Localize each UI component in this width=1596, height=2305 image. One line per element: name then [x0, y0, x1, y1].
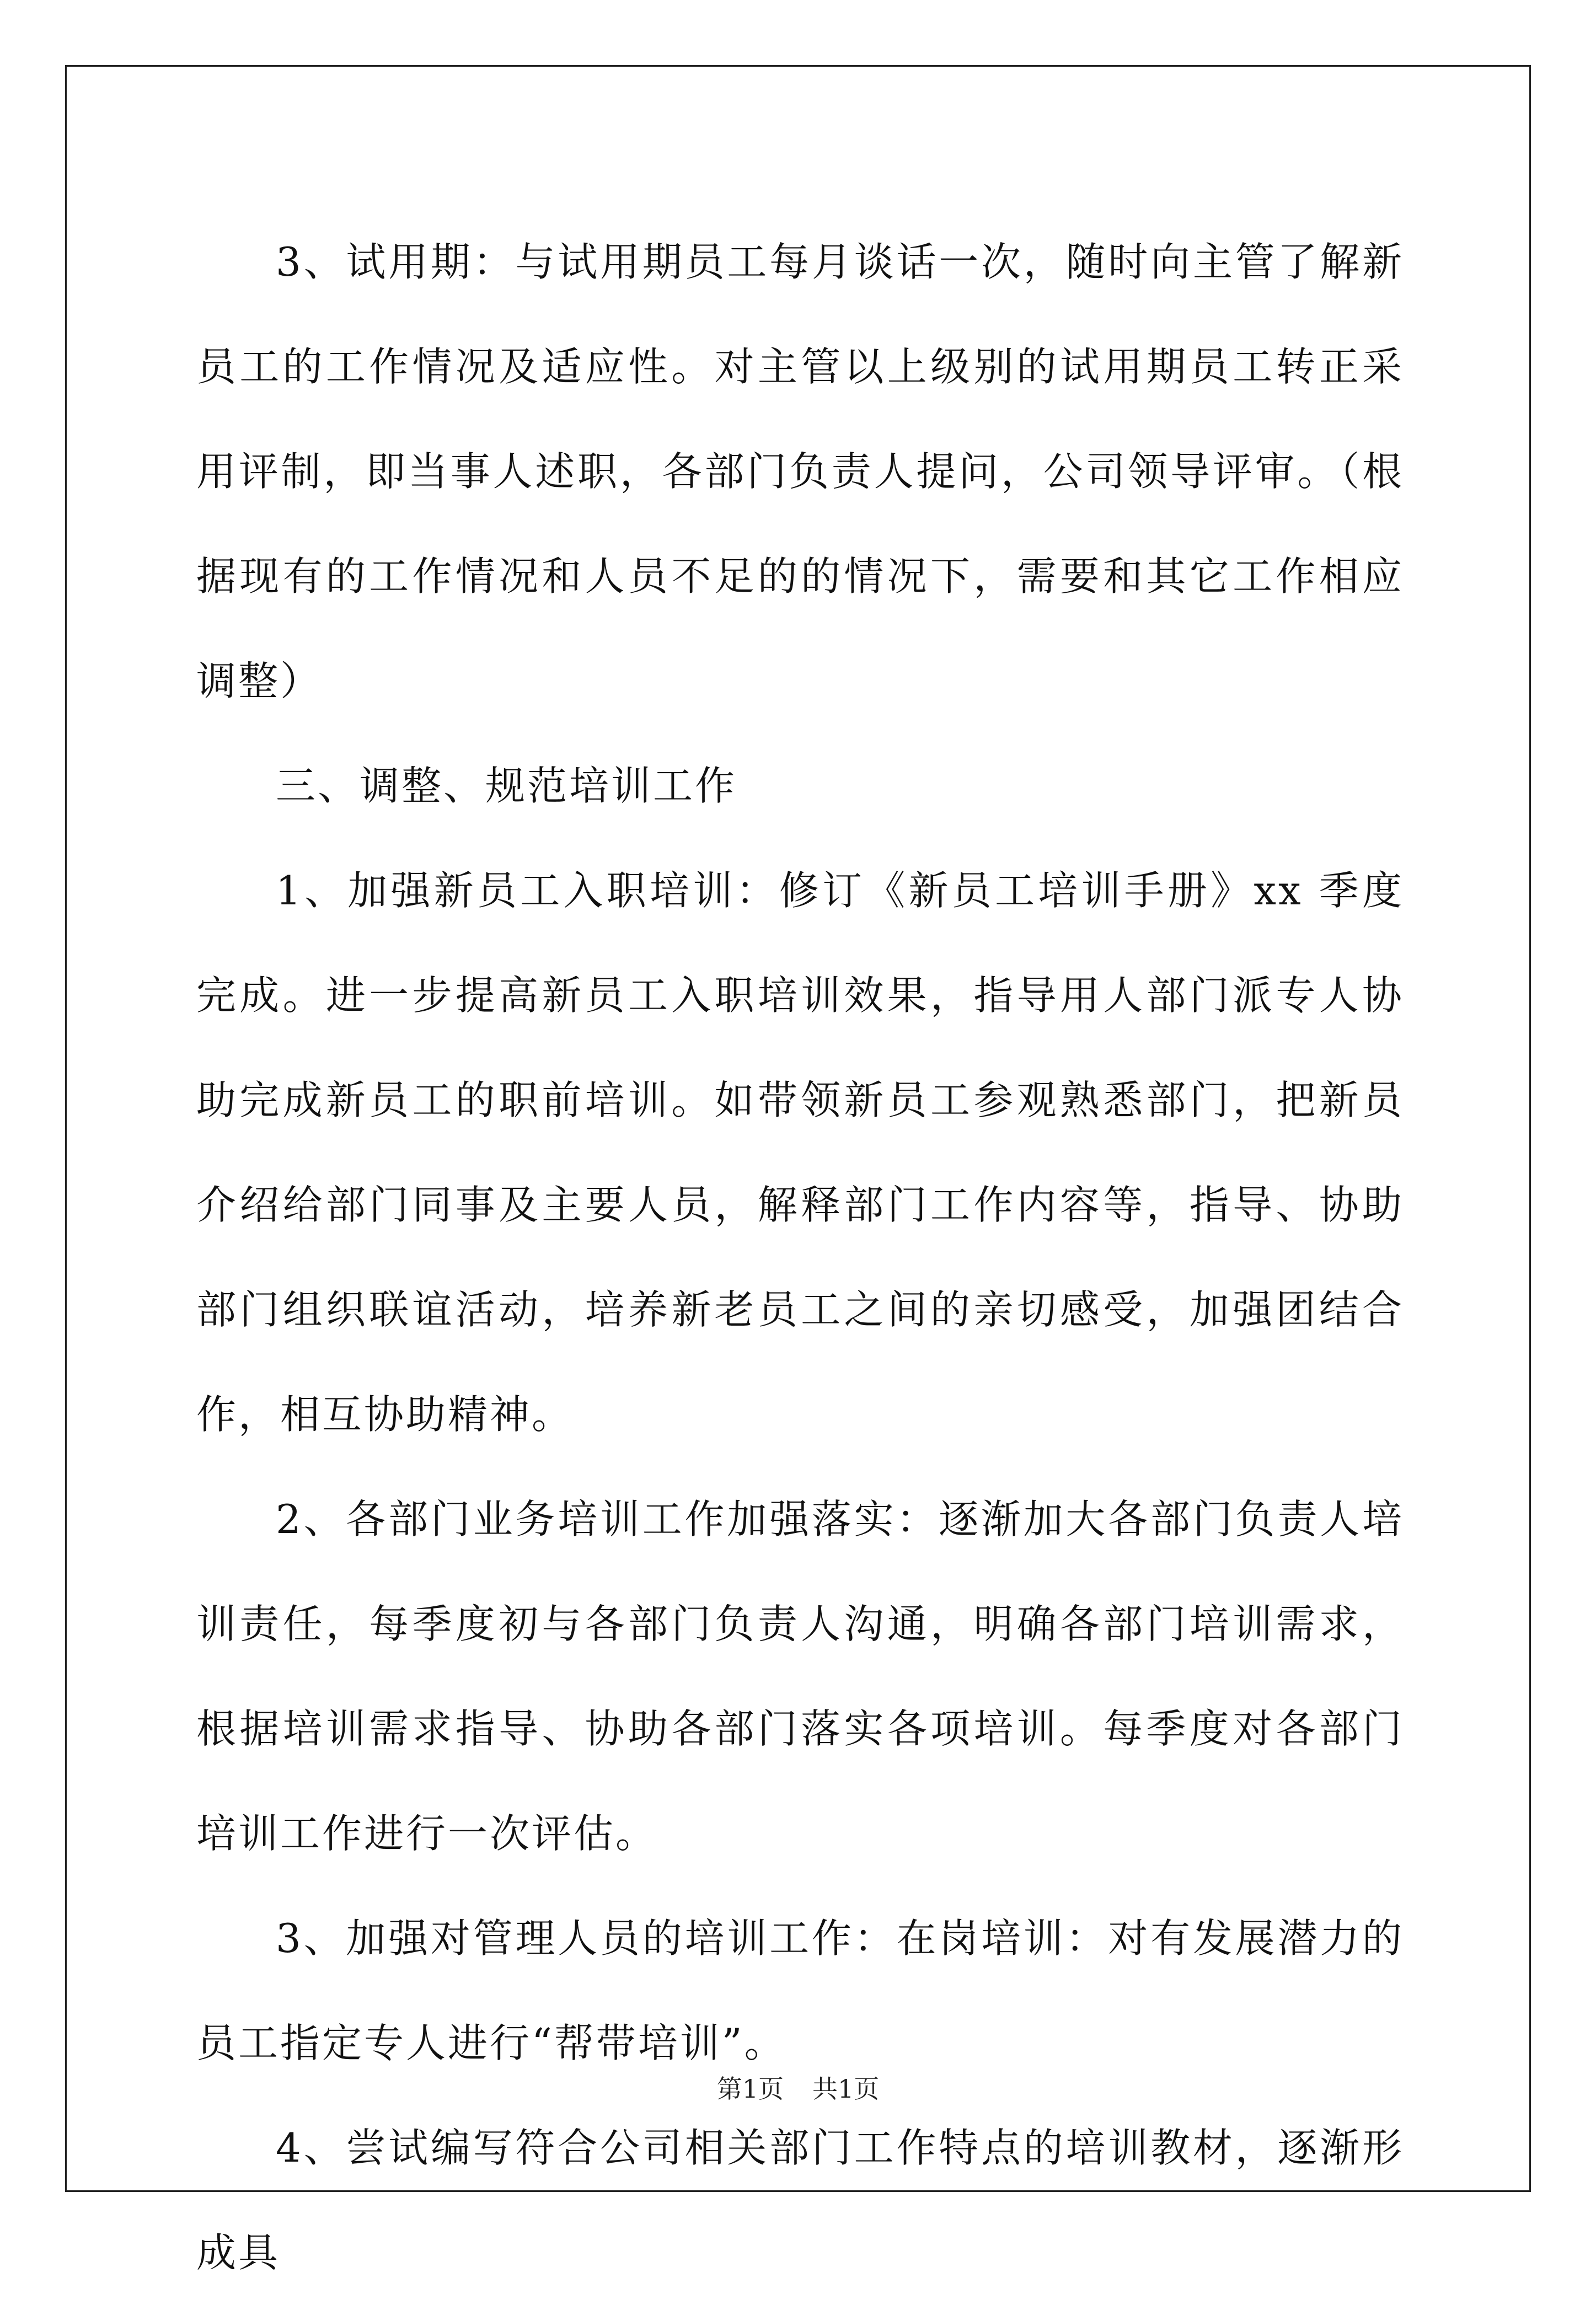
paragraph-new-employee-training: 1、加强新员工入职培训：修订《新员工培训手册》xx 季度完成。进一步提高新员工入职培训效果，指导用人部门派专人协助完成新员工的职前培训。如带领新员工参观熟悉部门，把新员介绍给部门同事及主要人员，解释部门工作内容等，指导、协助部门组织联谊活动，培养新老员工之间的亲切感受，加强团结合作，相互协助精神。: [196, 867, 1404, 1438]
document-body: [196, 210, 1404, 2305]
paragraph-training-materials: 4、尝试编写符合公司相关部门工作特点的培训教材，逐渐形成具: [196, 2125, 1404, 2276]
section-heading-training: 三、调整、规范培训工作: [276, 763, 737, 809]
page-number-current: 第1页: [716, 2074, 784, 2104]
page-number-total: 共1页: [812, 2074, 880, 2104]
paragraph-probation: 3、试用期：与试用期员工每月谈话一次，随时向主管了解新员工的工作情况及适应性。对主管以上级别的试用期员工转正采用评制，即当事人述职，各部门负责人提问，公司领导评审。（根据现有的工作情况和人员不足的的情况下，需要和其它工作相应调整）: [196, 239, 1404, 704]
page-footer: [0, 2072, 1596, 2105]
paragraph-manager-training: 3、加强对管理人员的培训工作：在岗培训：对有发展潜力的员工指定专人进行“帮带培训”。: [196, 1915, 1404, 2066]
paragraph-department-training: 2、各部门业务培训工作加强落实：逐渐加大各部门负责人培训责任，每季度初与各部门负责人沟通，明确各部门培训需求，根据培训需求指导、协助各部门落实各项培训。每季度对各部门培训工作进行一次评估。: [196, 1496, 1404, 1857]
